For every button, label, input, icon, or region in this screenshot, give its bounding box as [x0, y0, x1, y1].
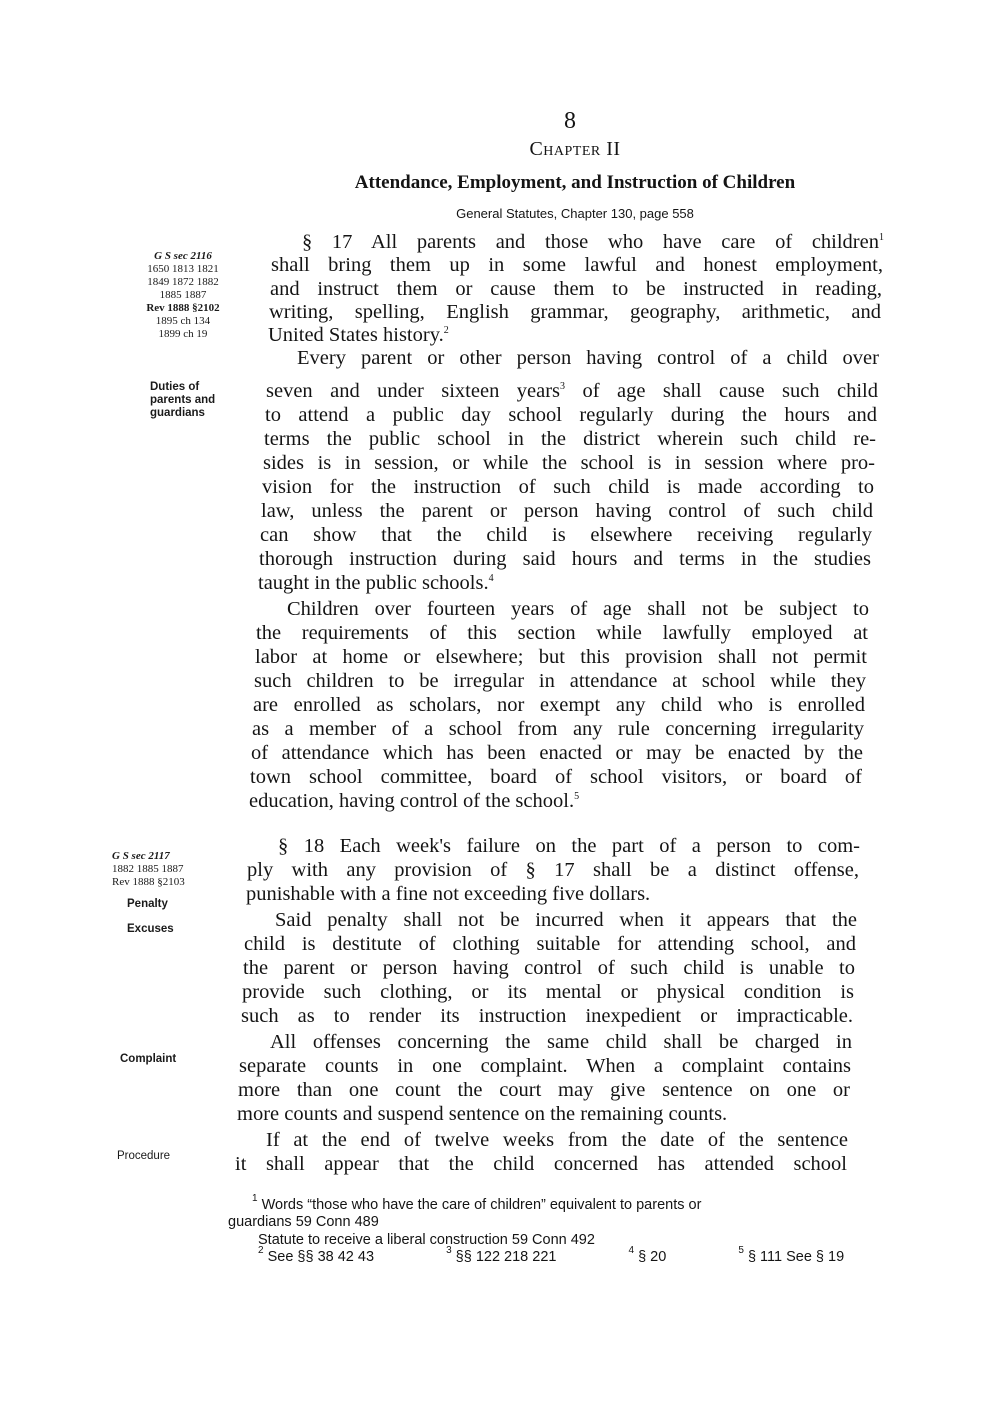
footnote-1-line-3: Statute to receive a liberal construction 59 Conn 492: [258, 1232, 595, 1248]
body-line: seven and under sixteen years$^3$ of age shall cause such child: [266, 380, 878, 402]
body-line: shall bring them up in some lawful and honest employment,: [271, 254, 883, 276]
body-line: education, having control of the school.$^5$: [249, 790, 580, 812]
body-line: such as to render its instruction inexpedient or impracticable.: [241, 1005, 853, 1027]
margin-ref: 1849 1872 1882: [147, 276, 219, 288]
footnote-1-line-1: $^1$ Words “those who have the care of children” equivalent to parents or: [252, 1193, 702, 1213]
body-line: more counts and suspend sentence on the remaining counts.: [237, 1103, 728, 1125]
body-line: of attendance which has been enacted or may be enacted by the: [251, 742, 863, 764]
margin-topic-line: guardians: [150, 407, 205, 419]
margin-sec18-refs: [112, 850, 232, 889]
chapter-source: General Statutes, Chapter 130, page 558: [456, 206, 694, 221]
body-line: terms the public school in the district wherein such child re-: [264, 428, 876, 450]
margin-sec17-refs: [118, 250, 248, 341]
margin-sec17-topic: [150, 381, 250, 420]
body-line: as a member of a school from any rule concerning irregularity: [252, 718, 864, 740]
body-line: All offenses concerning the same child shall be charged in: [270, 1031, 852, 1053]
body-line: ply with any provision of § 17 shall be a distinct offense,: [247, 859, 859, 881]
body-line: labor at home or elsewhere; but this provision shall not permit: [255, 646, 867, 668]
footnote-ref-3: $^3$ §§ 122 218 221: [446, 1245, 557, 1265]
body-line: town school committee, board of school visitors, or board of: [250, 766, 862, 788]
body-line: Said penalty shall not be incurred when it appears that the: [275, 909, 857, 931]
body-line: writing, spelling, English grammar, geography, arithmetic, and: [269, 301, 881, 323]
margin-ref: 1899 ch 19: [158, 328, 208, 340]
body-line: If at the end of twelve weeks from the date of the sentence: [266, 1129, 848, 1151]
body-line: can show that the child is elsewhere receiving regularly: [260, 524, 872, 546]
footnote-refs: [258, 1245, 912, 1265]
body-line: to attend a public day school regularly during the hours and: [265, 404, 877, 426]
body-line: law, unless the parent or person having control of such child: [261, 500, 873, 522]
body-line: more than one count the court may give sentence on one or: [238, 1079, 850, 1101]
margin-penalty: Penalty: [127, 898, 168, 910]
margin-procedure: Procedure: [117, 1150, 171, 1162]
margin-ref: 1895 ch 134: [155, 315, 211, 327]
body-line: it shall appear that the child concerned has attended school: [235, 1153, 847, 1175]
body-line: Children over fourteen years of age shall not be subject to: [287, 598, 869, 620]
body-line: sides is in session, or while the school is in session where pro-: [263, 452, 875, 474]
body-line: the requirements of this section while lawfully employed at: [256, 622, 868, 644]
footnote-1-line-2: guardians 59 Conn 489: [228, 1214, 379, 1230]
footnote-ref-4: $^4$ § 20: [628, 1245, 667, 1265]
margin-complaint: Complaint: [120, 1053, 177, 1065]
margin-ref: 1650 1813 1821: [147, 263, 219, 275]
margin-ref: G S sec 2117: [112, 850, 170, 862]
margin-ref: G S sec 2116: [154, 250, 212, 262]
footnote-ref-5: $^5$ § 111 See § 19: [738, 1245, 845, 1265]
body-line: United States history.$^2$: [268, 324, 449, 346]
page-number: 8: [564, 108, 576, 134]
margin-ref: 1882 1885 1887: [112, 863, 184, 875]
body-line: and instruct them or cause them to be instructed in reading,: [270, 278, 882, 300]
footnote-ref-2: $^2$ See §§ 38 42 43: [258, 1245, 375, 1265]
body-line: § 18 Each week's failure on the part of a person to com-: [278, 835, 860, 857]
margin-ref: Rev 1888 §2103: [112, 876, 185, 888]
body-line: the parent or person having control of such child is unable to: [243, 957, 855, 979]
margin-ref: 1885 1887: [159, 289, 207, 301]
body-line: vision for the instruction of such child is made according to: [262, 476, 874, 498]
margin-excuses: Excuses: [127, 923, 174, 935]
body-line: child is destitute of clothing suitable for attending school, and: [244, 933, 856, 955]
body-line: Every parent or other person having control of a child over: [297, 347, 879, 369]
margin-ref: Rev 1888 §2102: [146, 302, 220, 314]
body-line: § 17 All parents and those who have care of children$^1$: [302, 231, 884, 253]
body-line: such children to be irregular in attendance at school while they: [254, 670, 866, 692]
body-line: are enrolled as scholars, nor exempt any child who is enrolled: [253, 694, 865, 716]
body-line: provide such clothing, or its mental or physical condition is: [242, 981, 854, 1003]
chapter-title: Attendance, Employment, and Instruction of Children: [354, 172, 796, 193]
margin-topic-line: Duties of: [150, 381, 200, 393]
body-line: thorough instruction during said hours and terms in the studies: [259, 548, 871, 570]
body-line: taught in the public schools.$^4$: [258, 572, 494, 594]
margin-topic-line: parents and: [150, 394, 216, 406]
chapter-label: Chapter II: [529, 138, 621, 160]
body-line: punishable with a fine not exceeding five dollars.: [246, 883, 651, 905]
body-line: separate counts in one complaint. When a complaint contains: [239, 1055, 851, 1077]
